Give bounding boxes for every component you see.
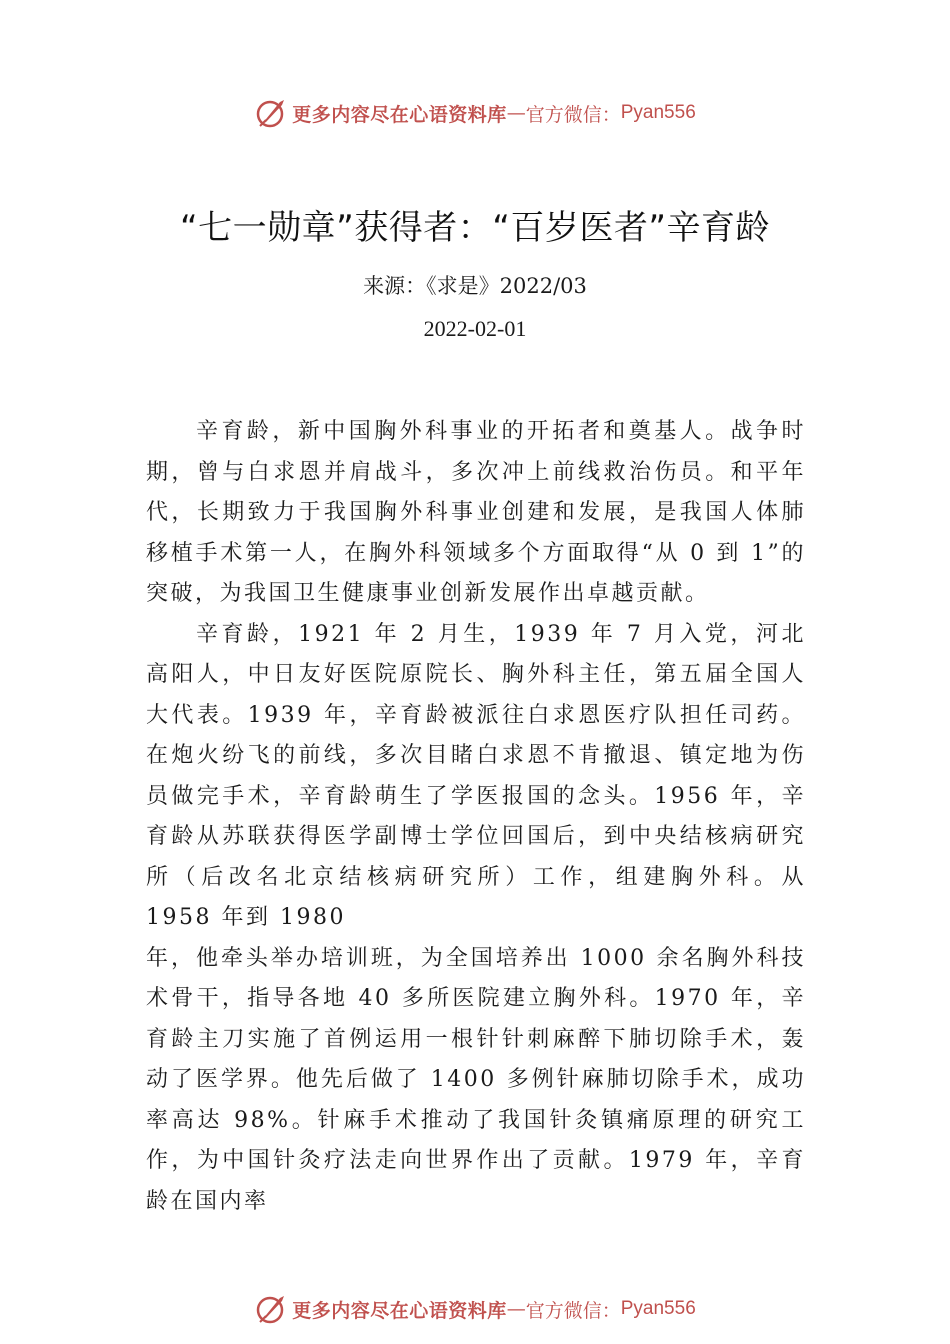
quill-logo-icon <box>254 1292 288 1326</box>
article-date: 2022-02-01 <box>423 316 527 341</box>
header-banner <box>0 96 950 130</box>
paragraph-2: 辛育龄，1921 年 2 月生，1939 年 7 月入党，河北高阳人，中日友好医院原院长、胸外科主任，第五届全国人大代表。1939 年，辛育龄被派往白求恩医疗队担任司药。在炮火纷飞的前线，多次目睹白求恩不肯撤退、镇定地为伤员做完手术，辛育龄萌生了学医报国的念头。1956 年，辛育龄从苏联获得医学副博士学位回国后，到中央结核病研究所（后改名北京结核病研究所）工作，组建胸外科。从 1958 年到 1980 <box>146 621 806 930</box>
paragraph-3: 年，他牵头举办培训班，为全国培养出 1000 余名胸外科技术骨干，指导各地 40 多所医院建立胸外科。1970 年，辛育龄主刀实施了首例运用一根针针刺麻醉下肺切除手术，轰动了医学界。他先后做了 1400 多例针麻肺切除手术，成功率高达 98%。针麻手术推动了我国针灸镇痛原理的研究工作，为中国针灸疗法走向世界作出了贡献。1979 年，辛育龄在国内率 <box>146 945 806 1214</box>
article-title: “七一勋章”获得者：“百岁医者”辛育龄 <box>180 208 770 248</box>
article-body <box>146 412 806 1222</box>
banner-wechat-id: Pyan556 <box>620 102 696 123</box>
article-source: 来源：《求是》2022/03 <box>363 274 587 298</box>
banner-wechat-label: 官方微信： <box>525 103 621 126</box>
banner-brand: 更多内容尽在心语资料库 <box>292 1299 507 1322</box>
quill-logo-icon <box>254 96 288 130</box>
banner-wechat-id: Pyan556 <box>620 1298 696 1319</box>
banner-brand: 更多内容尽在心语资料库 <box>292 103 507 126</box>
footer-banner <box>0 1292 950 1326</box>
banner-separator: — <box>506 102 526 124</box>
banner-wechat-label: 官方微信： <box>525 1299 621 1322</box>
paragraph-1: 辛育龄，新中国胸外科事业的开拓者和奠基人。战争时期，曾与白求恩并肩战斗，多次冲上前线救治伤员。和平年代，长期致力于我国胸外科事业创建和发展，是我国人体肺移植手术第一人，在胸外科领域多个方面取得“从 0 到 1”的突破，为我国卫生健康事业创新发展作出卓越贡献。 <box>146 419 806 606</box>
banner-separator: — <box>506 1298 526 1320</box>
